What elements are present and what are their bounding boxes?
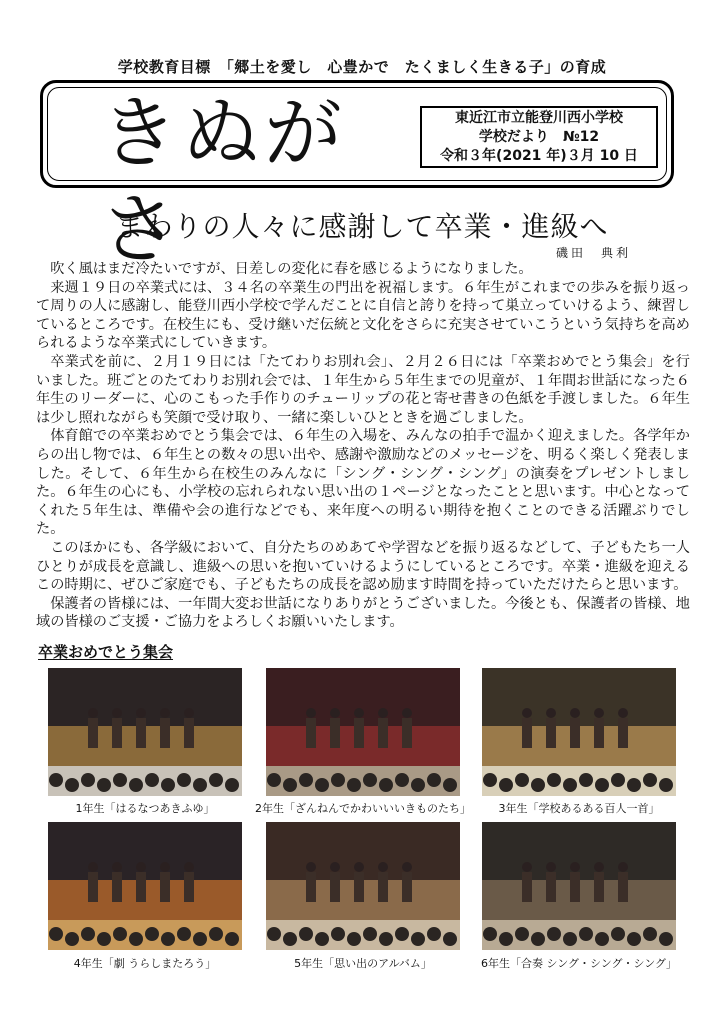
article-paragraph: 吹く風はまだ冷たいですが、日差しの変化に春を感じるようになりました。: [50, 261, 533, 277]
stage-photo-icon: [482, 668, 676, 796]
gallery-photo: [482, 668, 676, 796]
photo-caption: 1年生「はるなつあきふゆ」: [75, 802, 215, 815]
article-body: [36, 260, 690, 632]
gallery-photo: [482, 822, 676, 950]
school-motto: 学校教育目標 「郷土を愛し 心豊かで たくましく生きる子」の育成: [117, 58, 607, 76]
article-paragraph: このほかにも、各学級において、自分たちのめあてや学習などを振り返るなどして、子どもたち一人ひとりが成長を意識し、進級への思いを抱いていけるようにしているところです。卒業・進級を迎えるこの時期に、ぜひご家庭でも、子どもたちの成長を認め励ます時間を持っていただけたらと思います。: [36, 539, 690, 594]
article-paragraph: 来週１９日の卒業式には、３４名の卒業生の門出を祝福します。６年生がこれまでの歩みを振り返って周りの人に感謝し、能登川西小学校で学んだことに自信と誇りを持って巣立っていけるよう、練習しているところです。在校生にも、受け継いだ伝統と文化をさらに充実させていこうという気持ちを高められるような卒業式にしていきます。: [36, 279, 690, 352]
gallery-photo: [266, 668, 460, 796]
article-headline: まわりの人々に感謝して卒業・進級へ: [115, 210, 609, 243]
article-paragraph: 卒業式を前に、２月１９日には「たてわりお別れ会」、２月２６日には「卒業おめでとう集会」を行いました。班ごとのたてわりお別れ会では、１年生から５年生までの児童が、１年間お世話になった６年生のリーダーに、心のこもった手作りのチューリップの花と寄せ書きの色紙を手渡しました。６年生は少し照れながらも笑顔で受け取り、一緒に楽しいひとときを過ごしました。: [36, 353, 690, 426]
photo-caption: 4年生「劇 うらしまたろう」: [73, 957, 217, 970]
gallery-photo: [48, 668, 242, 796]
newsletter-title: きぬがさ: [100, 89, 347, 275]
photo-caption: 6年生「合奏 シング・シング・シング」: [480, 957, 677, 970]
issue-date: 令和３年(2021 年)３月 10 日: [440, 148, 638, 164]
stage-photo-icon: [266, 822, 460, 950]
stage-photo-icon: [482, 822, 676, 950]
newsletter-issue: 学校だより №12: [478, 129, 600, 145]
article-paragraph: 体育館での卒業おめでとう集会では、６年生の入場を、みんなの拍手で温かく迎えました。各学年からの出し物では、６年生との数々の思い出や、感謝や激励などのメッセージを、明るく楽しく発表しました。そして、６年生から在校生のみんなに「シング・シング・シング」の演奏をプレゼントしました。６年生の心にも、小学校の忘れられない思い出の１ページとなったことと思います。中心となってくれた５年生は、準備や会の進行などでも、来年度への明るい期待を抱くことのできる活躍ぶりでした。: [36, 428, 690, 538]
gallery-photo: [266, 822, 460, 950]
article-author: 磯田 典利: [556, 246, 632, 260]
stage-photo-icon: [266, 668, 460, 796]
article-paragraph: 保護者の皆様には、一年間大変お世話になりありがとうございました。今後とも、保護者の皆様、地域の皆様のご支援・ご協力をよろしくお願いいたします。: [36, 595, 690, 631]
school-name: 東近江市立能登川西小学校: [455, 110, 623, 126]
school-info-box: [420, 106, 658, 168]
gallery-photo: [48, 822, 242, 950]
photo-caption: 5年生「思い出のアルバム」: [294, 957, 432, 970]
gallery-title: 卒業おめでとう集会: [38, 643, 174, 661]
stage-photo-icon: [48, 668, 242, 796]
photo-caption: 2年生「ざんねんでかわいいいきものたち」: [255, 802, 471, 815]
stage-photo-icon: [48, 822, 242, 950]
photo-caption: 3年生「学校あるある百人一首」: [498, 802, 660, 815]
